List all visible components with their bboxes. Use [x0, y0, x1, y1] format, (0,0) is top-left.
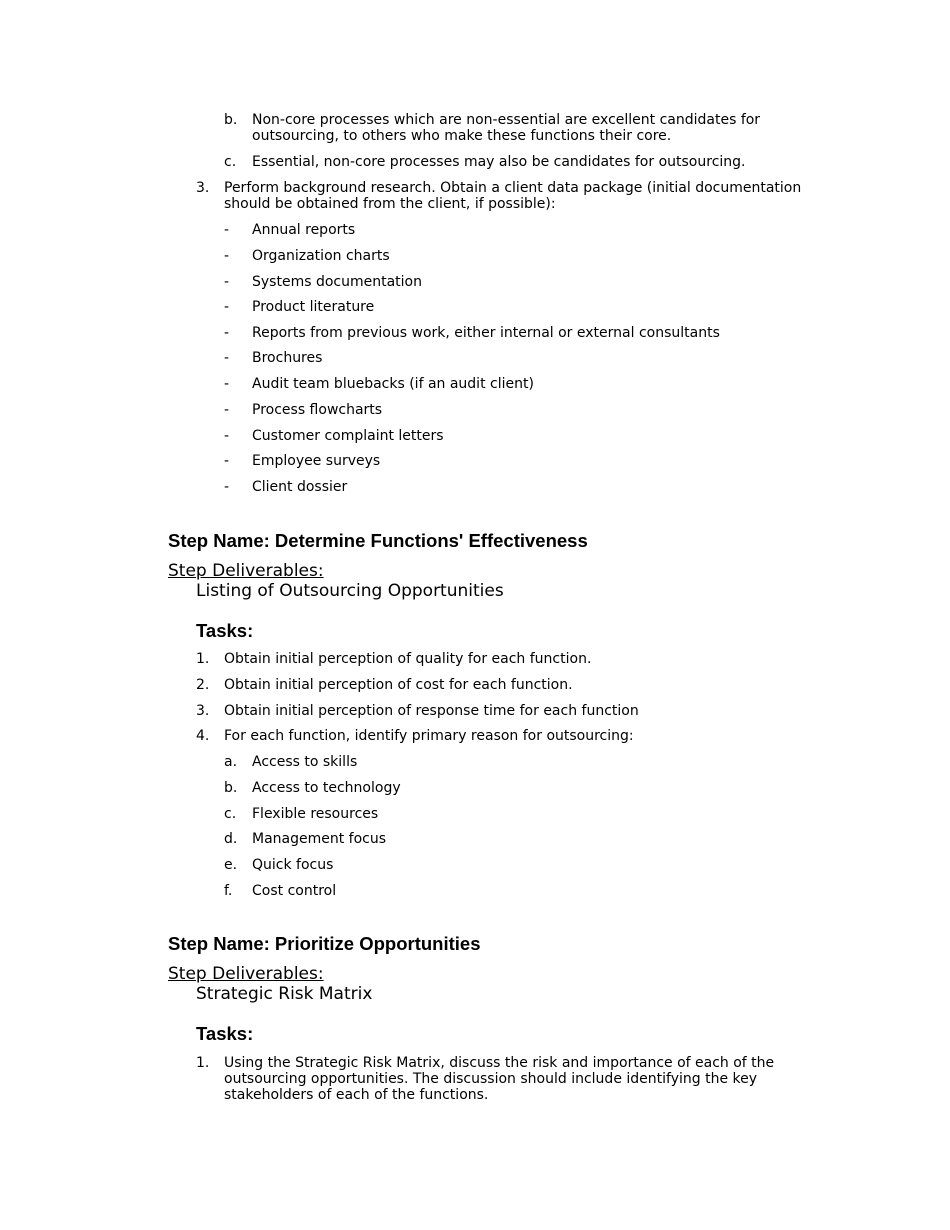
tasks-heading: Tasks:	[196, 1023, 254, 1044]
task-item: Obtain initial perception of quality for each function.	[224, 651, 592, 667]
bullet-item: Reports from previous work, either internal or external consultants	[252, 325, 720, 341]
task-item: Using the Strategic Risk Matrix, discuss the risk and importance of each of the	[224, 1055, 775, 1071]
list-marker: 2.	[196, 677, 210, 693]
step-deliverables-value: Listing of Outsourcing Opportunities	[196, 581, 504, 601]
bullet-item: Employee surveys	[252, 453, 381, 469]
bullet-item: Systems documentation	[252, 274, 422, 290]
bullet-marker: -	[224, 248, 230, 264]
bullet-item: Product literature	[252, 299, 375, 315]
bullet-item: Organization charts	[252, 248, 390, 264]
list-marker: c.	[224, 806, 237, 822]
list-marker: b.	[224, 112, 238, 128]
list-marker: 1.	[196, 651, 210, 667]
list-marker: d.	[224, 831, 238, 847]
bullet-marker: -	[224, 299, 230, 315]
list-marker: 3.	[196, 703, 210, 719]
step-heading: Step Name: Determine Functions' Effectiveness	[168, 530, 588, 551]
step-deliverables-value: Strategic Risk Matrix	[196, 984, 373, 1004]
bullet-item: Customer complaint letters	[252, 428, 444, 444]
bullet-item: Client dossier	[252, 479, 348, 495]
bullet-item: Audit team bluebacks (if an audit client)	[252, 376, 534, 392]
reason-item: Management focus	[252, 831, 387, 847]
reason-item: Access to technology	[252, 780, 401, 796]
list-item-text: Perform background research. Obtain a client data package (initial documentation	[224, 180, 802, 196]
list-marker: f.	[224, 883, 233, 899]
reason-item: Cost control	[252, 883, 337, 899]
list-marker: c.	[224, 154, 237, 170]
task-item: For each function, identify primary reason for outsourcing:	[224, 728, 634, 744]
bullet-item: Process flowcharts	[252, 402, 383, 418]
list-item-text: should be obtained from the client, if possible):	[224, 196, 556, 212]
list-marker: 1.	[196, 1055, 210, 1071]
bullet-marker: -	[224, 453, 230, 469]
task-item: outsourcing opportunities. The discussion should include identifying the key	[224, 1071, 758, 1087]
list-item-text: Essential, non-core processes may also be candidates for outsourcing.	[252, 154, 746, 170]
reason-item: Quick focus	[252, 857, 334, 873]
bullet-marker: -	[224, 428, 230, 444]
list-marker: 4.	[196, 728, 210, 744]
list-item-text: Non-core processes which are non-essential are excellent candidates for	[252, 112, 761, 128]
bullet-item: Brochures	[252, 350, 323, 366]
step-deliverables-label: Step Deliverables:	[168, 561, 324, 581]
reason-item: Access to skills	[252, 754, 358, 770]
tasks-heading: Tasks:	[196, 620, 254, 641]
bullet-marker: -	[224, 274, 230, 290]
bullet-marker: -	[224, 479, 230, 495]
list-marker: e.	[224, 857, 238, 873]
step-deliverables-label: Step Deliverables:	[168, 964, 324, 984]
bullet-marker: -	[224, 376, 230, 392]
bullet-marker: -	[224, 222, 230, 238]
task-item: stakeholders of each of the functions.	[224, 1087, 489, 1103]
step-heading: Step Name: Prioritize Opportunities	[168, 933, 481, 954]
list-marker: a.	[224, 754, 238, 770]
bullet-marker: -	[224, 350, 230, 366]
reason-item: Flexible resources	[252, 806, 379, 822]
task-item: Obtain initial perception of cost for each function.	[224, 677, 573, 693]
bullet-marker: -	[224, 402, 230, 418]
bullet-marker: -	[224, 325, 230, 341]
bullet-item: Annual reports	[252, 222, 356, 238]
list-marker: b.	[224, 780, 238, 796]
list-marker: 3.	[196, 180, 210, 196]
list-item-text: outsourcing, to others who make these functions their core.	[252, 128, 672, 144]
task-item: Obtain initial perception of response time for each function	[224, 703, 639, 719]
